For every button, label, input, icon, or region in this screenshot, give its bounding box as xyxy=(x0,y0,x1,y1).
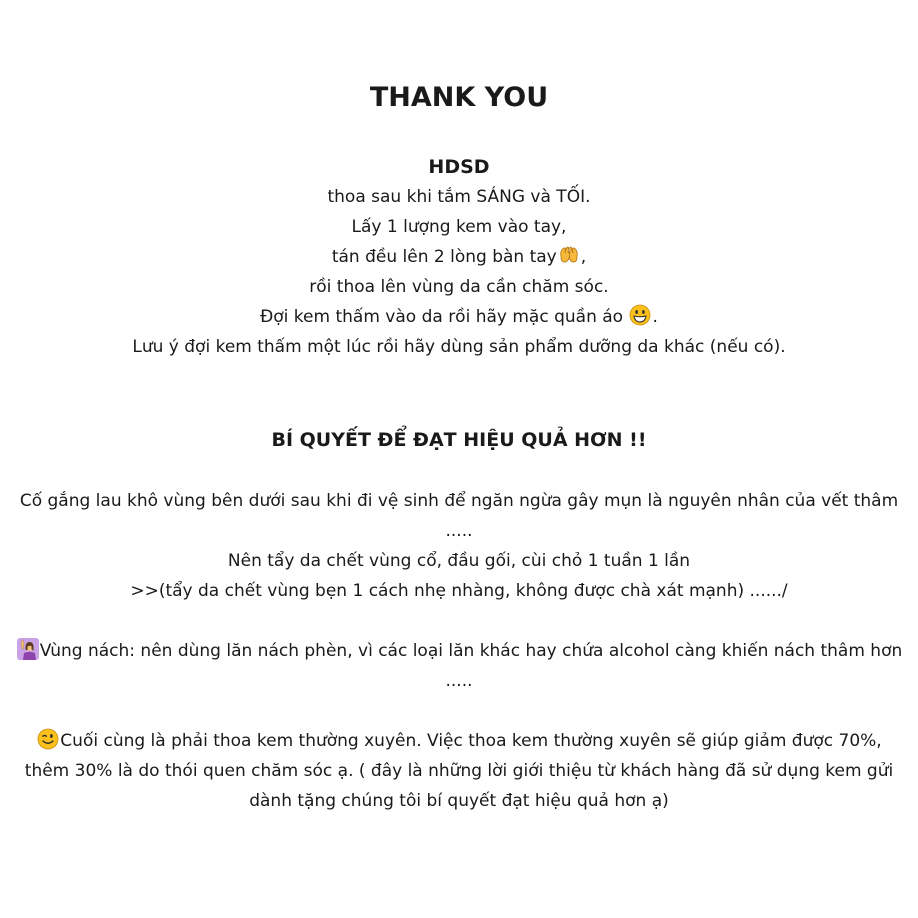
tips-paragraph-2 xyxy=(12,636,906,696)
tips-paragraph-3 xyxy=(12,726,906,816)
grinning-face-icon xyxy=(629,304,651,326)
tips-paragraph-3-text: Cuối cùng là phải thoa kem thường xuyên. Việc thoa kem thường xuyên sẽ giúp giảm được 70%, thêm 30% là do thói quen chăm sóc ạ. ( đây là những lời giới thiệu từ khách hàng đã sử dụng kem gửi dành tặng chúng tôi bí quyết đạt hiệu quả hơn ạ) xyxy=(24,731,894,811)
usage-line-5-text: Đợi kem thấm vào da rồi hãy mặc quần áo xyxy=(260,307,629,327)
winking-face-icon xyxy=(37,728,59,750)
usage-line-1: thoa sau khi tắm SÁNG và TỐI. xyxy=(327,187,591,207)
usage-line-6: Lưu ý đợi kem thấm một lúc rồi hãy dùng sản phẩm dưỡng da khác (nếu có). xyxy=(132,337,786,357)
tips-paragraph-2-text: Vùng nách: nên dùng lăn nách phèn, vì các loại lăn khác hay chứa alcohol càng khiến nách thâm hơn ..... xyxy=(39,641,903,691)
tips-section-heading-wrap xyxy=(0,424,918,456)
raised-hands-icon xyxy=(558,244,580,266)
usage-line-3 xyxy=(0,242,918,272)
woman-raising-hand-icon xyxy=(17,638,39,660)
tips-paragraph-1-line-a: Cố gắng lau khô vùng bên dưới sau khi đi vệ sinh để ngăn ngừa gây mụn là nguyên nhân của vết thâm xyxy=(19,491,899,511)
usage-line-5 xyxy=(0,302,918,332)
usage-heading: HDSD xyxy=(428,156,490,178)
usage-line-5-end: . xyxy=(652,307,658,327)
tips-paragraph-1-line-d: >>(tẩy da chết vùng bẹn 1 cách nhẹ nhàng, không được chà xát mạnh) ....../ xyxy=(130,581,788,601)
tips-paragraph-1 xyxy=(12,486,906,606)
usage-line-4: rồi thoa lên vùng da cần chăm sóc. xyxy=(309,277,609,297)
tips-heading: BÍ QUYẾT ĐỂ ĐẠT HIỆU QUẢ HƠN !! xyxy=(271,429,647,451)
tips-paragraph-1-line-b: ..... xyxy=(445,521,473,541)
usage-line-3-text: tán đều lên 2 lòng bàn tay xyxy=(331,247,557,267)
usage-line-2: Lấy 1 lượng kem vào tay, xyxy=(351,217,567,237)
page-title: THANK YOU xyxy=(369,82,549,113)
usage-line-3-end: , xyxy=(580,247,587,267)
tips-paragraph-1-line-c: Nên tẩy da chết vùng cổ, đầu gối, cùi chỏ 1 tuần 1 lần xyxy=(227,551,691,571)
usage-instructions xyxy=(0,152,918,362)
